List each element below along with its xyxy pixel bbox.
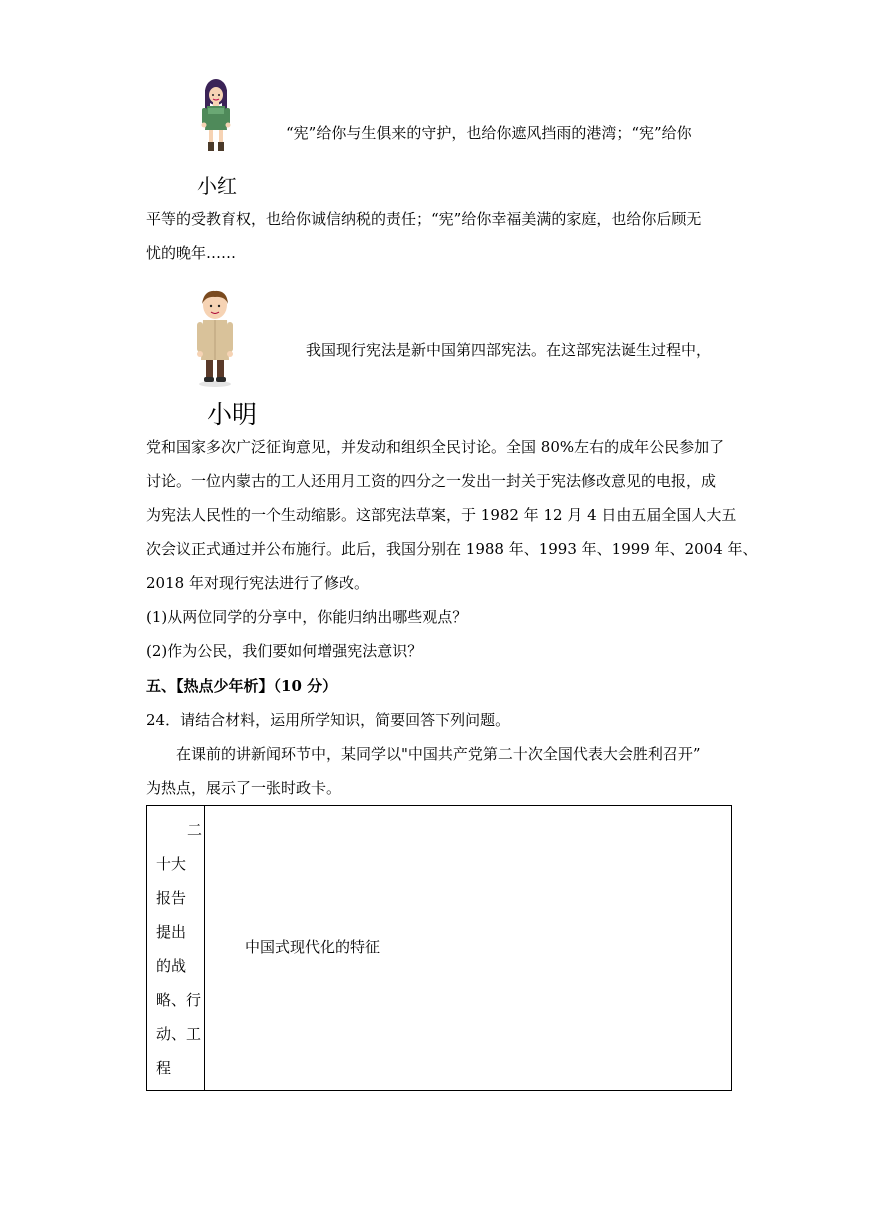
question-2: (2)作为公民，我们要如何增强宪法意识？ [146,642,423,660]
speaker2-speech-line: 为宪法人民性的一个生动缩影。这部宪法草案，于 1982 年 12 月 4 日由五届全国人大五 [146,506,737,524]
speaker2-speech-line: 2018 年对现行宪法进行了修改。 [146,574,369,592]
speaker1-speech-line: 平等的受教育权，也给你诚信纳税的责任；“宪”给你幸福美满的家庭，也给你后顾无 [146,210,702,228]
card-left-cell [147,806,205,1091]
intro-paragraph-line: 为热点，展示了一张时政卡。 [146,779,342,797]
card-left-text: 程 [156,1059,172,1077]
current-affairs-card [146,805,732,1091]
question-1: (1)从两位同学的分享中，你能归纳出哪些观点？ [146,608,468,626]
speaker1-speech-line: 忧的晚年…… [146,244,237,262]
boy-avatar-icon [192,288,238,388]
speaker2-speech-line: 党和国家多次广泛征询意见，并发动和组织全民讨论。全国 80%左右的成年公民参加了 [146,438,725,456]
card-right-label: 中国式现代化的特征 [245,938,381,956]
intro-paragraph-line: 在课前的讲新闻环节中，某同学以"中国共产党第二十次全国代表大会胜利召开” [176,745,701,763]
girl-avatar-icon [196,78,236,156]
card-left-text: 提出 [156,923,187,941]
card-left-text: 十大 [156,855,187,873]
section-heading: 五、【热点少年析】（10 分） [146,677,338,695]
card-left-text: 动、工 [156,1025,202,1043]
card-left-text: 略、行 [156,991,202,1009]
question-24: 24．请结合材料，运用所学知识，简要回答下列问题。 [146,711,511,729]
card-left-text: 二 [187,821,203,839]
card-left-text: 报告 [156,889,187,907]
speaker2-speech-line: 我国现行宪法是新中国第四部宪法。在这部宪法诞生过程中， [306,341,712,359]
speaker2-speech-line: 次会议正式通过并公布施行。此后，我国分别在 1988 年、1993 年、1999 年、2004 年、 [146,540,758,558]
speaker2-speech-line: 讨论。一位内蒙古的工人还用月工资的四分之一发出一封关于宪法修改意见的电报，成 [146,472,717,490]
speaker2-name: 小明 [207,400,258,429]
card-left-text: 的战 [156,957,187,975]
speaker1-name: 小红 [197,174,237,198]
speaker1-speech-line: “宪”给你与生俱来的守护，也给你遮风挡雨的港湾；“宪”给你 [286,124,692,142]
